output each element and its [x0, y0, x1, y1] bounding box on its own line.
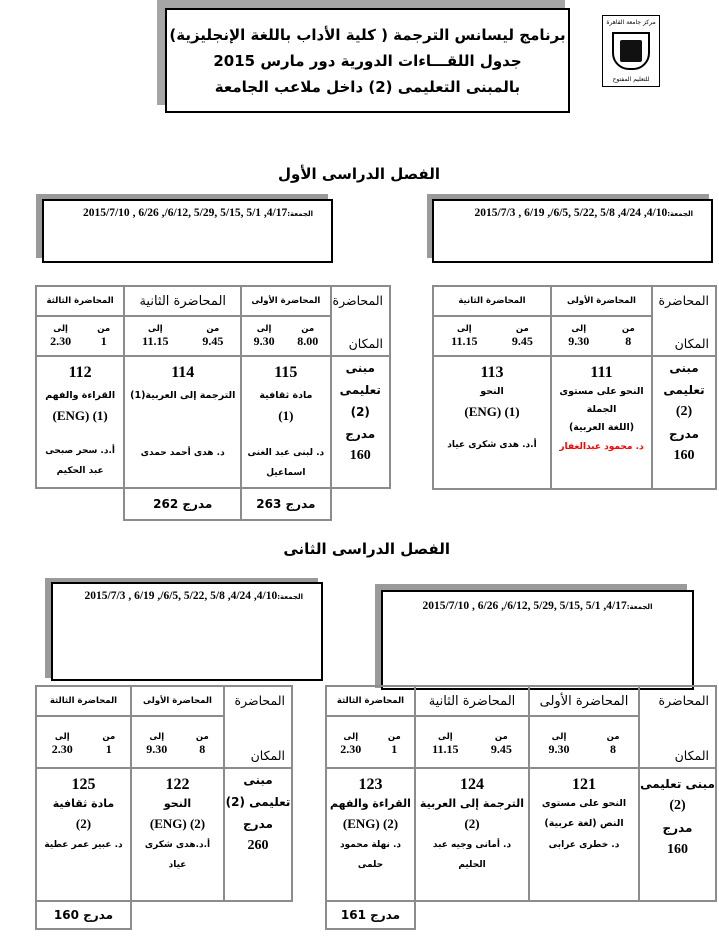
hall-cell: مدرج 263	[241, 488, 330, 520]
from-label: من	[195, 732, 209, 742]
place-line: مبنى	[669, 361, 699, 375]
course-name: النحو	[480, 386, 504, 397]
empty-cell	[529, 901, 639, 929]
logo-shield-icon	[612, 32, 650, 70]
third-lecture-times	[326, 716, 415, 768]
course-code: 121	[572, 776, 596, 793]
to-time: 11.15	[432, 742, 459, 756]
to-label: إلى	[437, 732, 453, 742]
semester-1-title: الفصل الدراسى الأول	[278, 165, 440, 183]
course-name: النحو على مستوى	[541, 798, 627, 809]
from-label: من	[206, 324, 220, 334]
empty-cell	[331, 488, 391, 520]
first-lecture-times	[131, 716, 224, 768]
first-lecture-times	[241, 316, 330, 356]
from-label: من	[102, 732, 116, 742]
course-cell	[551, 356, 652, 489]
place-line: 260	[247, 838, 269, 853]
place-line: تعليمى	[663, 383, 705, 397]
friday-label: الجمعة:	[287, 210, 313, 218]
third-lecture-times	[36, 716, 131, 768]
friday-dates: 4/17, 5/1 ,5/15 ,5/29 ,6/12/, 6/26 , 2015/7/10	[83, 207, 288, 219]
place-line: مبنى	[243, 773, 273, 787]
friday-label: الجمعة:	[277, 593, 303, 601]
lecture-label: المحاضرة	[658, 293, 709, 308]
course-code: 115	[274, 364, 298, 381]
from-time: 8	[625, 334, 632, 348]
professor-name-cont: عياد	[168, 860, 187, 870]
from-label: من	[301, 324, 315, 334]
place-line: (2)	[669, 798, 686, 813]
course-cell	[241, 356, 330, 488]
to-label: إلى	[256, 324, 272, 334]
professor-name-cont: الحليم	[458, 860, 486, 870]
empty-cell	[639, 901, 716, 929]
lecture-place-header	[639, 686, 716, 768]
hall-cell: مدرج 160	[36, 901, 131, 929]
second-lecture-times	[415, 716, 529, 768]
course-extra: (2)	[464, 816, 480, 831]
to-label: إلى	[149, 732, 165, 742]
course-extra: (1) (ENG)	[464, 404, 520, 419]
course-code: 125	[71, 776, 96, 793]
place-label: المكان	[674, 748, 709, 763]
third-lecture-header: المحاضرة الثالثة	[326, 686, 415, 716]
course-name-cont: النص (لغة عربية)	[544, 818, 624, 829]
third-lecture-times	[36, 316, 124, 356]
course-extra: (2) (ENG)	[149, 816, 206, 831]
to-label: إلى	[147, 324, 163, 334]
place-line: مدرج	[669, 427, 699, 441]
course-cell	[36, 356, 124, 488]
header-line-location: بالمبنى التعليمى (2) داخل ملاعب الجامعة	[214, 77, 521, 96]
from-time: 8.00	[297, 334, 319, 348]
place-line: 160	[349, 448, 371, 463]
lecture-place-header	[331, 286, 391, 356]
place-label: المكان	[674, 336, 709, 351]
course-name: القراءة والفهم	[330, 797, 411, 810]
second-lecture-header: المحاضرة الثانية	[415, 686, 529, 716]
course-extra: (1)	[278, 408, 294, 423]
place-line: 160	[673, 448, 695, 463]
first-lecture-times	[529, 716, 639, 768]
professor-name: أ.د.هدى شكرى	[144, 840, 211, 850]
s1-right-friday-dates	[432, 199, 713, 263]
from-label: من	[387, 732, 401, 742]
from-time: 9.45	[511, 334, 533, 348]
friday-dates: 4/17, 5/1 ,5/15 ,5/29 ,6/12/, 6/26 , 2015/7/10	[422, 600, 627, 612]
from-time: 9.45	[490, 742, 512, 756]
professor-name: أ.د. سحر صبحى	[45, 446, 115, 456]
from-time: 8	[610, 742, 617, 756]
course-code: 111	[590, 364, 613, 381]
professor-name-cont: حلمى	[357, 860, 384, 870]
to-time: 11.15	[451, 334, 478, 348]
course-name: مادة ثقافية	[52, 797, 115, 810]
to-time: 9.30	[548, 742, 570, 756]
course-extra: (2) (ENG)	[342, 816, 399, 831]
second-lecture-header: المحاضرة الثانية	[433, 286, 551, 316]
lecture-label: المحاضرة	[332, 293, 383, 308]
empty-cell	[131, 901, 224, 929]
s1-left-friday-dates	[42, 199, 333, 263]
course-cell	[36, 768, 131, 901]
s2-right-schedule-table	[325, 685, 717, 930]
header-line-schedule: جدول اللقـــاءات الدورية دور مارس 2015	[213, 51, 522, 70]
course-name: الترجمة إلى العربية	[419, 797, 525, 810]
course-name: القراءة والفهم	[45, 390, 116, 401]
lecture-place-header	[224, 686, 292, 768]
from-time: 1	[100, 334, 107, 348]
course-extra: (اللغة العربية)	[568, 422, 635, 433]
course-name: النحو	[163, 797, 192, 810]
to-time: 9.30	[253, 334, 275, 348]
place-label: المكان	[250, 748, 285, 763]
course-extra: (2)	[75, 816, 92, 831]
document-header	[165, 8, 570, 113]
course-cell	[529, 768, 639, 901]
from-time: 8	[199, 742, 206, 756]
course-name: الترجمة إلى العربية(1)	[130, 390, 236, 401]
place-line: (2)	[675, 404, 693, 419]
friday-label: الجمعة:	[626, 603, 653, 611]
s1-right-schedule-table	[432, 285, 717, 490]
lecture-place-header	[652, 286, 716, 356]
place-line: مبنى تعليمى	[640, 777, 715, 791]
place-line: مبنى	[345, 361, 375, 375]
to-time: 2.30	[51, 742, 73, 756]
first-lecture-header: المحاضرة الأولى	[551, 286, 652, 316]
professor-name: د. لبنى عبد الغنى	[247, 448, 325, 458]
to-time: 9.30	[146, 742, 168, 756]
s1-left-schedule-table	[35, 285, 391, 521]
place-cell	[639, 768, 716, 901]
second-lecture-times	[124, 316, 241, 356]
course-code: 113	[480, 364, 504, 381]
from-label: من	[515, 324, 529, 334]
to-time: 11.15	[142, 334, 169, 348]
friday-label: الجمعة:	[667, 210, 693, 218]
course-code: 114	[171, 364, 195, 381]
from-time: 9.45	[202, 334, 224, 348]
place-line: مدرج	[345, 427, 376, 441]
place-line: تعليمى (2)	[225, 795, 291, 809]
to-label: إلى	[551, 732, 567, 742]
first-lecture-header: المحاضرة الأولى	[529, 686, 639, 716]
professor-name: د. محمود عبدالغفار	[559, 442, 644, 452]
first-lecture-times	[551, 316, 652, 356]
empty-cell	[415, 901, 529, 929]
to-label: إلى	[54, 732, 70, 742]
course-code: 124	[460, 776, 484, 793]
professor-name: أ.د. هدى شكرى عياد	[447, 440, 537, 450]
s2-left-schedule-table	[35, 685, 293, 930]
from-label: من	[97, 324, 111, 334]
place-label: المكان	[348, 336, 383, 351]
to-label: إلى	[571, 324, 587, 334]
from-label: من	[606, 732, 620, 742]
course-code: 123	[358, 776, 383, 793]
first-lecture-header: المحاضرة الأولى	[131, 686, 224, 716]
to-time: 2.30	[50, 334, 72, 348]
professor-name: د. هدى أحمد حمدى	[140, 448, 225, 458]
to-label: إلى	[53, 324, 68, 334]
logo-top-text: مركز جامعة القاهرة	[606, 19, 656, 26]
to-label: إلى	[456, 324, 472, 334]
professor-name-cont: عبد الحكيم	[56, 466, 104, 476]
course-code: 112	[68, 364, 92, 381]
second-lecture-header: المحاضرة الثانية	[124, 286, 241, 316]
professor-name: د. خطرى عرابى	[548, 840, 620, 850]
place-line: 160	[667, 842, 688, 857]
place-line: مدرج	[243, 817, 273, 831]
to-label: إلى	[343, 732, 359, 742]
semester-2-title: الفصل الدراسى الثانى	[283, 540, 450, 558]
course-name: النحو على مستوى	[559, 386, 644, 397]
to-time: 9.30	[568, 334, 590, 348]
course-cell	[131, 768, 224, 901]
course-cell	[124, 356, 241, 488]
from-label: من	[494, 732, 508, 742]
professor-name: د. أمانى وجيه عبد	[432, 840, 512, 850]
lecture-label: المحاضرة	[658, 693, 709, 708]
hall-cell: مدرج 161	[326, 901, 415, 929]
course-extra: (1) (ENG)	[52, 408, 108, 423]
empty-cell	[224, 901, 292, 929]
first-lecture-header: المحاضرة الأولى	[241, 286, 330, 316]
place-line: مدرج	[662, 821, 693, 835]
second-lecture-times	[433, 316, 551, 356]
header-line-program: برنامج ليسانس الترجمة ( كلية الأداب باللغة الإنجليزية)	[169, 25, 566, 44]
empty-cell	[36, 488, 124, 520]
course-name-cont: الجملة	[586, 404, 617, 415]
place-cell	[331, 356, 391, 488]
s2-right-friday-dates	[381, 590, 694, 690]
course-cell	[433, 356, 551, 489]
course-cell	[326, 768, 415, 901]
from-time: 1	[105, 742, 112, 756]
place-cell	[224, 768, 292, 901]
course-name: مادة ثقافية	[259, 390, 313, 401]
from-time: 1	[391, 742, 398, 756]
place-cell	[652, 356, 716, 489]
friday-dates: 4/10, 4/24, 5/8 ,5/22 ,6/5/, 6/19 , 2015/7/3	[474, 207, 668, 219]
third-lecture-header: المحاضرة الثالثة	[36, 286, 124, 316]
third-lecture-header: المحاضرة الثالثة	[36, 686, 131, 716]
to-time: 2.30	[340, 742, 362, 756]
hall-cell: مدرج 262	[124, 488, 241, 520]
friday-dates: 4/10, 4/24, 5/8 ,5/22 ,6/5/, 6/19 , 2015/7/3	[84, 590, 278, 602]
from-label: من	[621, 324, 635, 334]
course-code: 122	[165, 776, 190, 793]
place-line: تعليمى (2)	[339, 383, 381, 419]
professor-name: د. نهلة محمود	[339, 840, 402, 850]
professor-name-cont: اسماعيل	[266, 468, 306, 478]
logo-bottom-text: للتعليم المفتوح	[612, 76, 650, 83]
course-cell	[415, 768, 529, 901]
lecture-label: المحاضرة	[234, 693, 285, 708]
university-logo-icon	[602, 15, 660, 87]
professor-name: د. عبير عمر عطية	[44, 840, 123, 850]
s2-left-friday-dates	[51, 582, 323, 681]
